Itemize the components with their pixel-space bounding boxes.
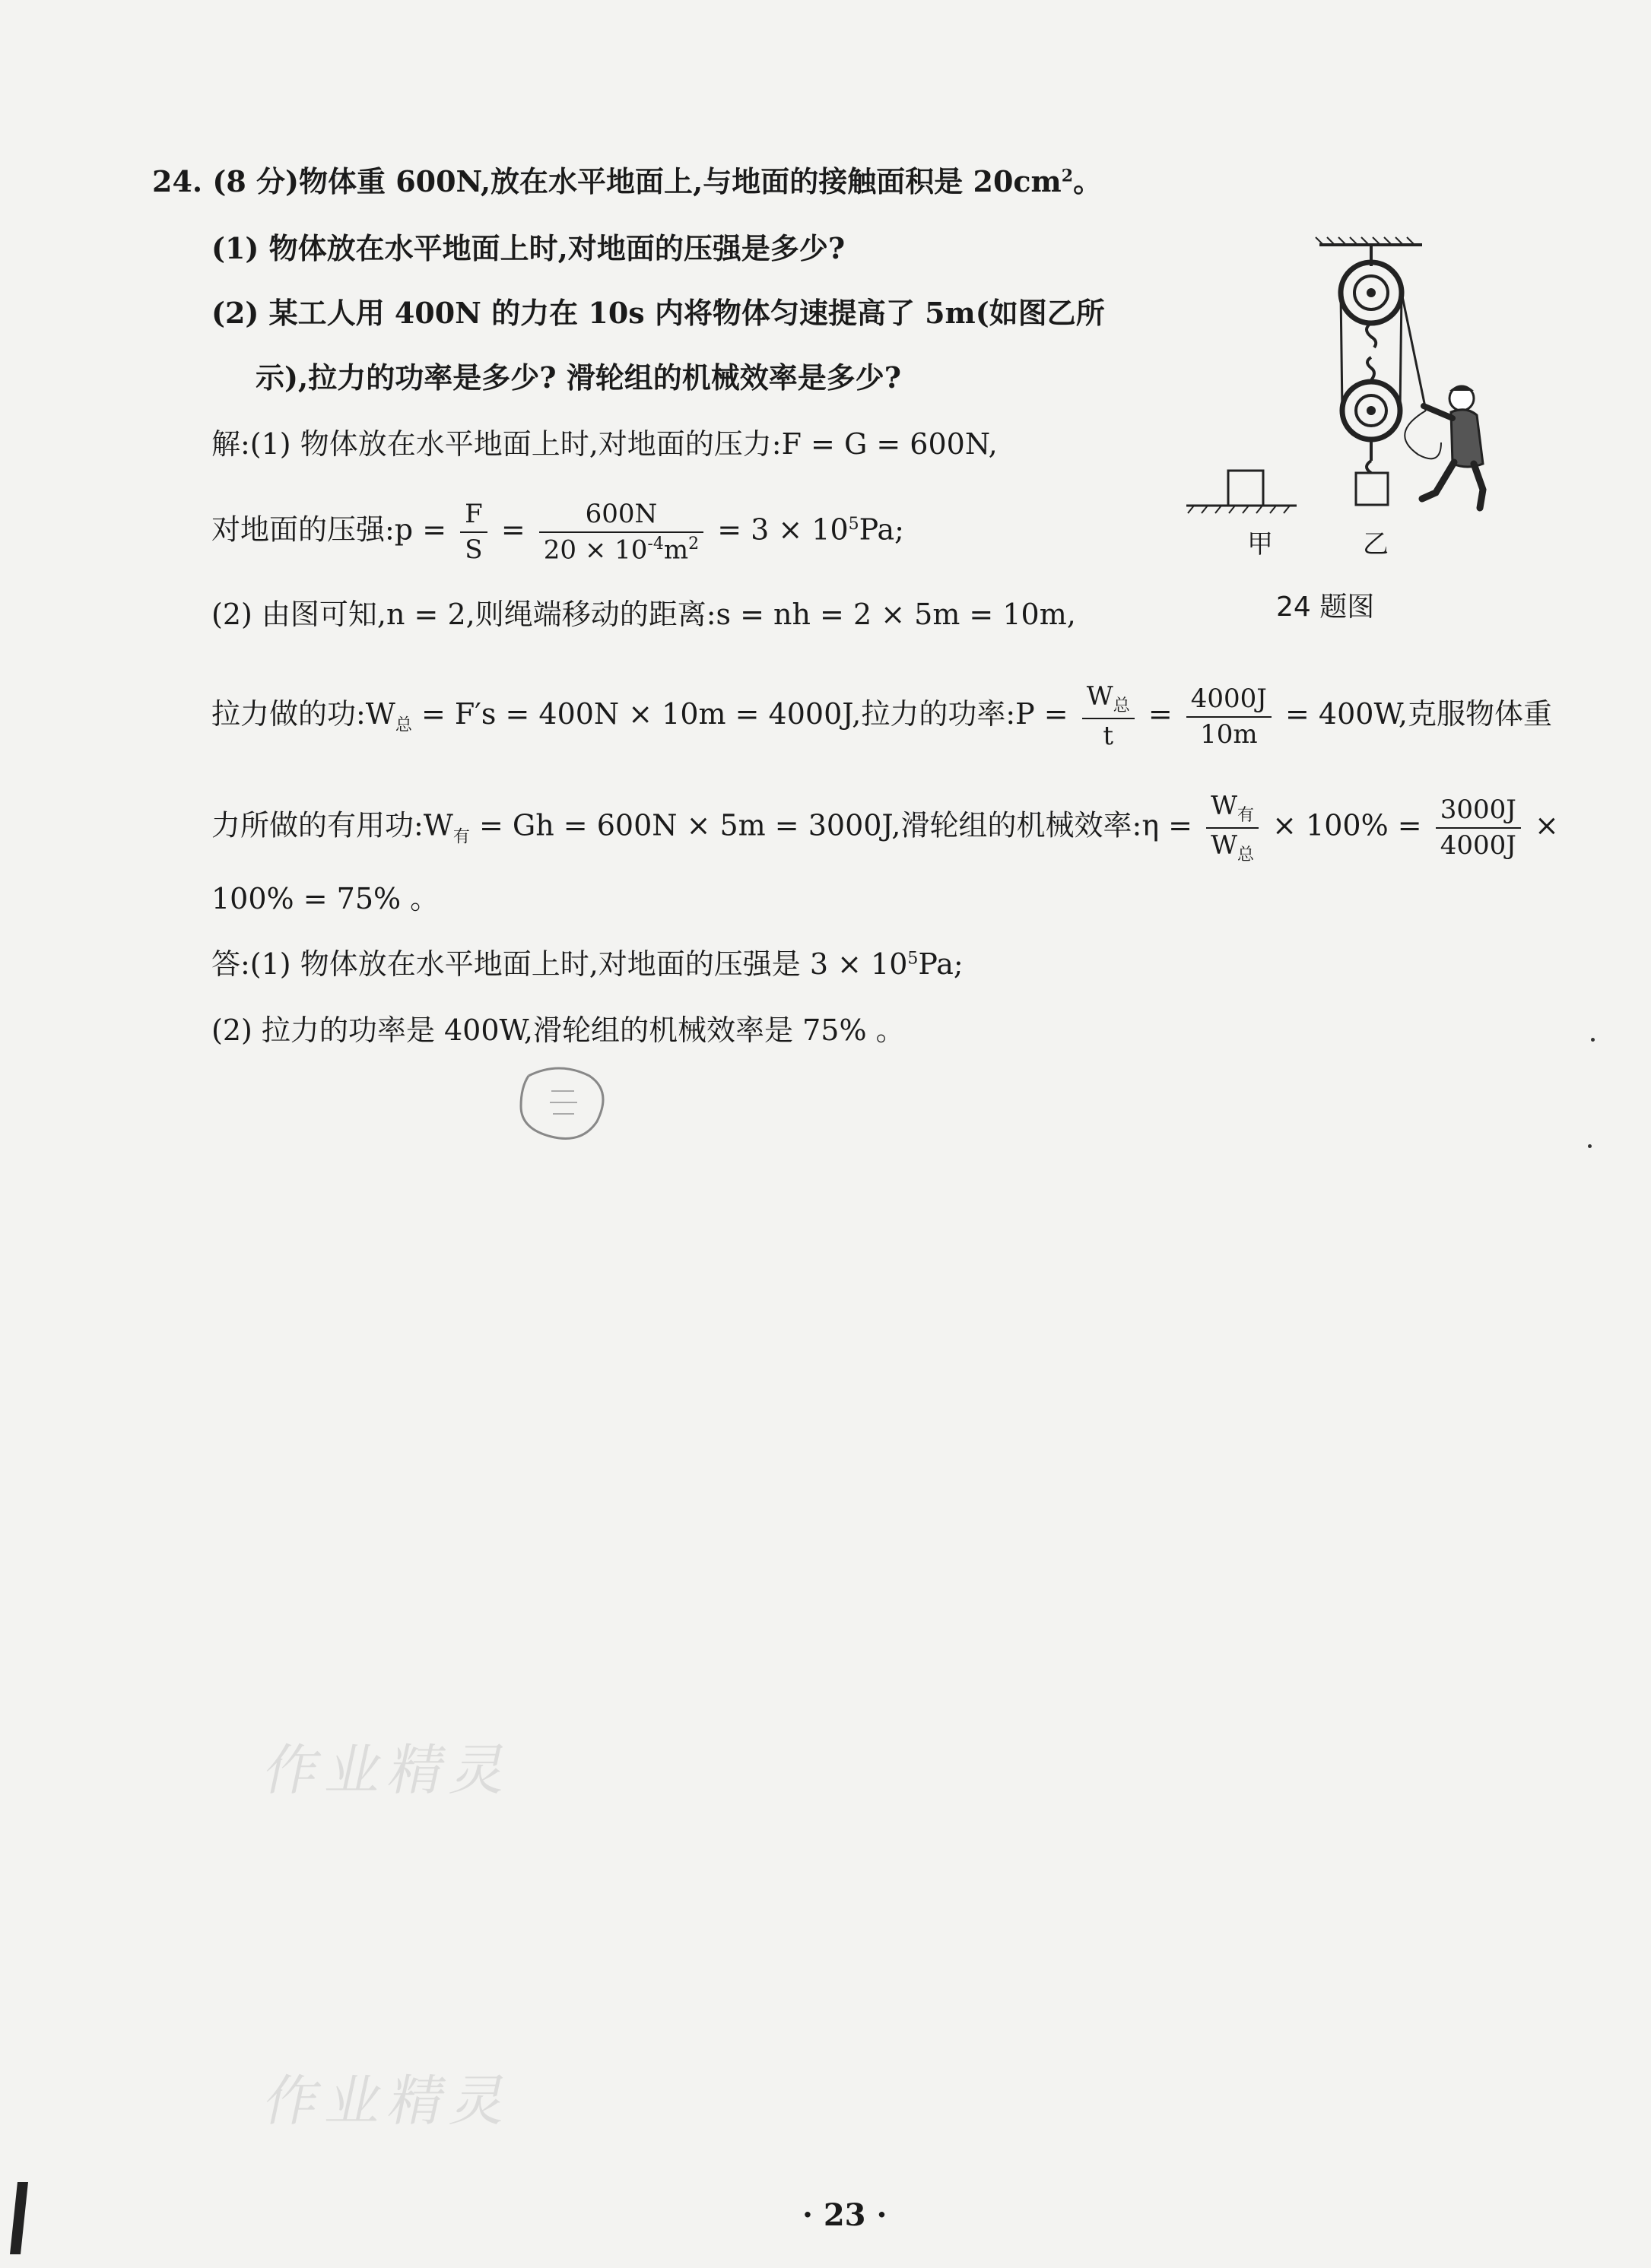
worker-figure xyxy=(1405,385,1483,508)
solution-line-2: 对地面的压强:p = $\frac{F}{S}$ = $\frac{600N}{20 \times 10^{-4}m^2}$ = $3 \times 10^5Pa$; xyxy=(211,499,904,566)
answer-line-2: (2) 拉力的功率是 400W,滑轮组的机械效率是 75% 。 xyxy=(211,1013,905,1047)
watermark-2: 作业精灵 xyxy=(258,2069,522,2133)
figure-caption: 24 题图 xyxy=(1276,592,1375,623)
fraction-work-over-time: $\frac{W_总}{t}$ xyxy=(1082,681,1135,752)
solution-line-4: 拉力做的功$:W_总 = F's = 400N \times 10m = 4000J$,拉力的功率:P = $\frac{W_总}{t}$ = $\frac{4000J}{10m}$ = 400W,克服物体重 xyxy=(211,681,1552,752)
answer-line-1: 答:(1) 物体放在水平地面上时,对地面的压强是 $3 \times 10^5Pa$; xyxy=(211,947,964,981)
box-on-ground-jia xyxy=(1228,471,1263,506)
fraction-pressure: $\frac{600N}{20 \times 10^{-4}m^2}$ xyxy=(539,499,703,566)
solution-line-1: 解:(1) 物体放在水平地面上时,对地面的压力:F = G = 600N, xyxy=(211,427,998,461)
solution-line-3: (2) 由图可知,n = 2,则绳端移动的距离:s = nh = 2 × 5m = 10m, xyxy=(211,598,1076,631)
question-part-2-line-1: (2) 某工人用 400N 的力在 10s 内将物体匀速提高了 5m(如图乙所 xyxy=(211,296,1105,330)
load-box-yi xyxy=(1356,473,1388,505)
fraction-efficiency-symbolic: $\frac{W_有}{W_总}$ xyxy=(1206,791,1259,865)
solution-line-5: 力所做的有用功$:W_有 = Gh = 600N \times 5m = 3000J$,滑轮组的机械效率:η = $\frac{W_有}{W_总}$ × 100% = $\frac{3000J}{4000J}$ × xyxy=(211,791,1559,864)
edge-mark xyxy=(10,2182,28,2254)
fraction-f-over-s: $\frac{F}{S}$ xyxy=(460,499,487,566)
fraction-efficiency-numeric: $\frac{3000J}{4000J}$ xyxy=(1436,795,1521,861)
question-part-1: (1) 物体放在水平地面上时,对地面的压强是多少? xyxy=(211,231,846,265)
fraction-power: $\frac{4000J}{10m}$ xyxy=(1186,684,1272,750)
margin-dot xyxy=(1591,1038,1595,1042)
page-number: · 23 · xyxy=(802,2197,887,2233)
margin-dot xyxy=(1588,1144,1592,1148)
label-yi: 乙 xyxy=(1363,529,1389,560)
question-part-2-line-2: 示),拉力的功率是多少? 滑轮组的机械效率是多少? xyxy=(256,360,901,395)
watermark-1: 作业精灵 xyxy=(258,1738,522,1802)
label-jia: 甲 xyxy=(1247,529,1273,560)
question-heading: 24. (8 分)物体重 600N,放在水平地面上,与地面的接触面积是 $20cm^2$。 xyxy=(152,164,1103,198)
pulley-figure xyxy=(1186,236,1506,616)
stamp-logo xyxy=(506,1061,612,1144)
solution-line-6: 100% = 75% 。 xyxy=(211,882,440,915)
